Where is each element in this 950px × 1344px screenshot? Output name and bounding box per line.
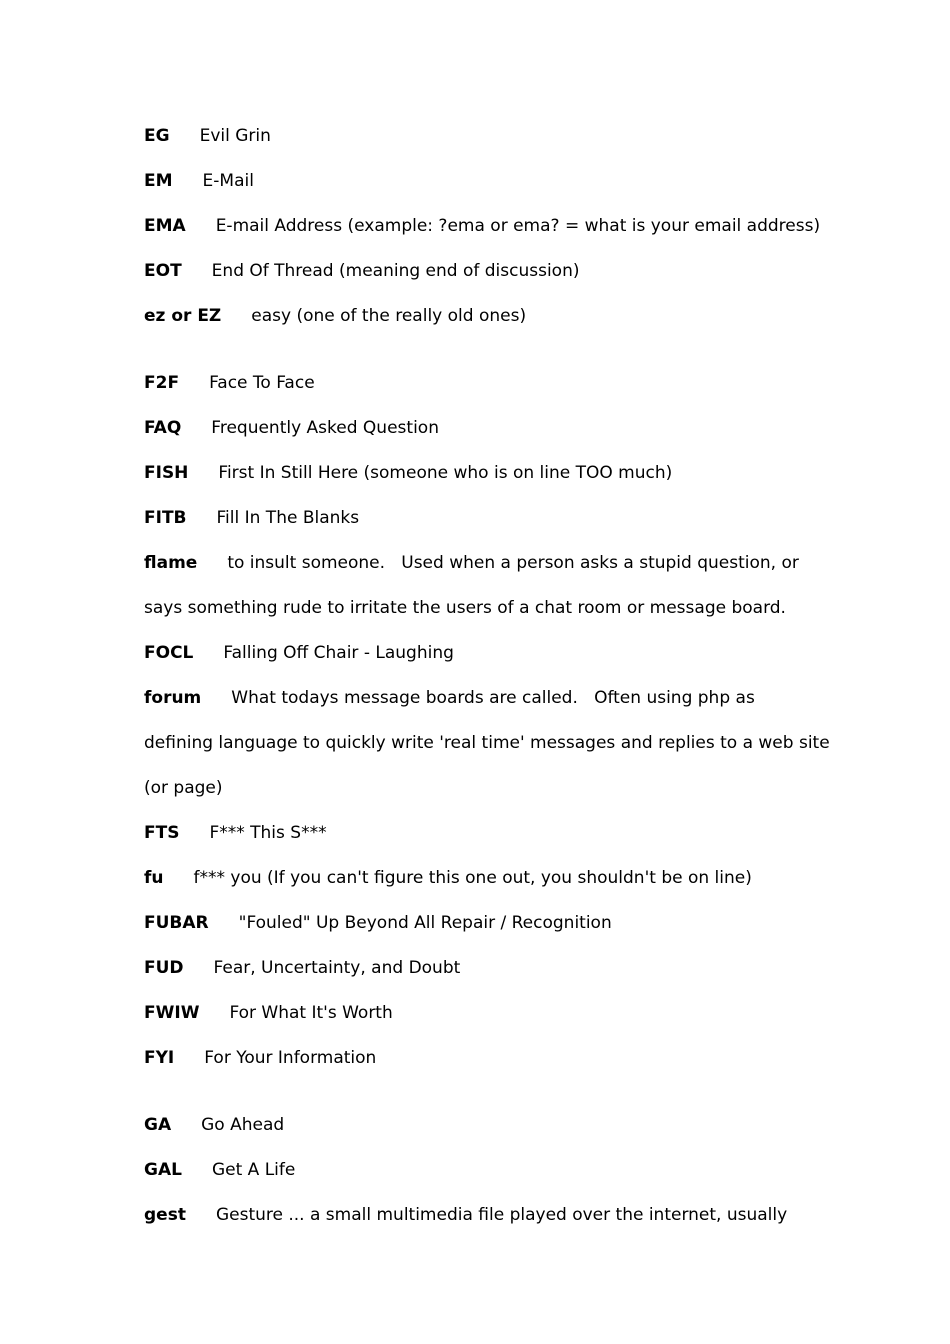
entry-definition: For What It's Worth: [229, 1003, 393, 1023]
entry-continuation: says something rude to irritate the users of a chat room or message board.: [144, 598, 786, 618]
entry-definition: End Of Thread (meaning end of discussion): [211, 261, 580, 281]
glossary-entry: [144, 640, 824, 685]
section-divider: [144, 1090, 824, 1112]
glossary-entry: [144, 1157, 824, 1202]
glossary-entry: [144, 460, 824, 505]
entry-term: EMA: [144, 216, 186, 236]
entry-definition: Falling Off Chair - Laughing: [223, 643, 454, 663]
entry-term: FISH: [144, 463, 189, 483]
entry-term: ez or EZ: [144, 306, 222, 326]
entry-definition: f*** you (If you can't figure this one out, you shouldn't be on line): [193, 868, 752, 888]
glossary-entry: [144, 955, 824, 1000]
glossary-entry: [144, 1045, 824, 1090]
entry-definition: What todays message boards are called. Often using php as: [231, 688, 755, 708]
entry-term: FWIW: [144, 1003, 200, 1023]
entry-definition: For Your Information: [204, 1048, 377, 1068]
entry-term: forum: [144, 688, 202, 708]
glossary-entry: [144, 370, 824, 415]
entry-definition: Face To Face: [209, 373, 315, 393]
entry-term: F2F: [144, 373, 180, 393]
entry-term: GAL: [144, 1160, 182, 1180]
glossary-entry: [144, 1112, 824, 1157]
glossary-entry: [144, 685, 824, 730]
entry-definition: Fear, Uncertainty, and Doubt: [213, 958, 461, 978]
section-g: [144, 1112, 824, 1247]
entry-term: FITB: [144, 508, 187, 528]
glossary-entry: [144, 213, 824, 258]
entry-definition: to insult someone. Used when a person asks a stupid question, or: [227, 553, 799, 573]
entry-term: fu: [144, 868, 164, 888]
entry-term: FAQ: [144, 418, 182, 438]
entry-definition: "Fouled" Up Beyond All Repair / Recognition: [238, 913, 612, 933]
section-divider: [144, 348, 824, 370]
entry-definition: Fill In The Blanks: [216, 508, 360, 528]
entry-term: FUBAR: [144, 913, 209, 933]
entry-term: GA: [144, 1115, 172, 1135]
entry-definition: Gesture ... a small multimedia file played over the internet, usually: [215, 1205, 788, 1225]
entry-term: FUD: [144, 958, 184, 978]
glossary-entry: [144, 1202, 824, 1247]
entry-definition: First In Still Here (someone who is on line TOO much): [218, 463, 673, 483]
entry-definition: E-Mail: [202, 171, 254, 191]
entry-term: gest: [144, 1205, 186, 1225]
glossary-entry: [144, 1000, 824, 1045]
glossary-entry: [144, 550, 824, 595]
entry-definition: Frequently Asked Question: [211, 418, 439, 438]
entry-term: EM: [144, 171, 173, 191]
glossary-page: [144, 123, 830, 1247]
glossary-entry: [144, 505, 824, 550]
entry-definition: easy (one of the really old ones): [251, 306, 527, 326]
entry-definition: Go Ahead: [201, 1115, 285, 1135]
glossary-entry: [144, 123, 824, 168]
glossary-entry: [144, 415, 824, 460]
entry-term: FTS: [144, 823, 180, 843]
glossary-entry: [144, 258, 824, 303]
glossary-entry: [144, 168, 824, 213]
entry-definition: Get A Life: [211, 1160, 296, 1180]
entry-term: FYI: [144, 1048, 175, 1068]
section-e: [144, 123, 824, 348]
glossary-entry: [144, 910, 824, 955]
entry-continuation: (or page): [144, 778, 223, 798]
entry-term: flame: [144, 553, 198, 573]
entry-definition: E-mail Address (example: ?ema or ema? = what is your email address): [215, 216, 821, 236]
glossary-entry: [144, 865, 824, 910]
entry-term: EOT: [144, 261, 182, 281]
section-f: [144, 370, 830, 1090]
entry-definition: F*** This S***: [209, 823, 327, 843]
entry-term: FOCL: [144, 643, 194, 663]
glossary-entry: [144, 820, 824, 865]
glossary-entry: [144, 303, 824, 348]
entry-continuation: defining language to quickly write 'real time' messages and replies to a web site: [144, 733, 830, 753]
entry-definition: Evil Grin: [199, 126, 271, 146]
entry-term: EG: [144, 126, 170, 146]
